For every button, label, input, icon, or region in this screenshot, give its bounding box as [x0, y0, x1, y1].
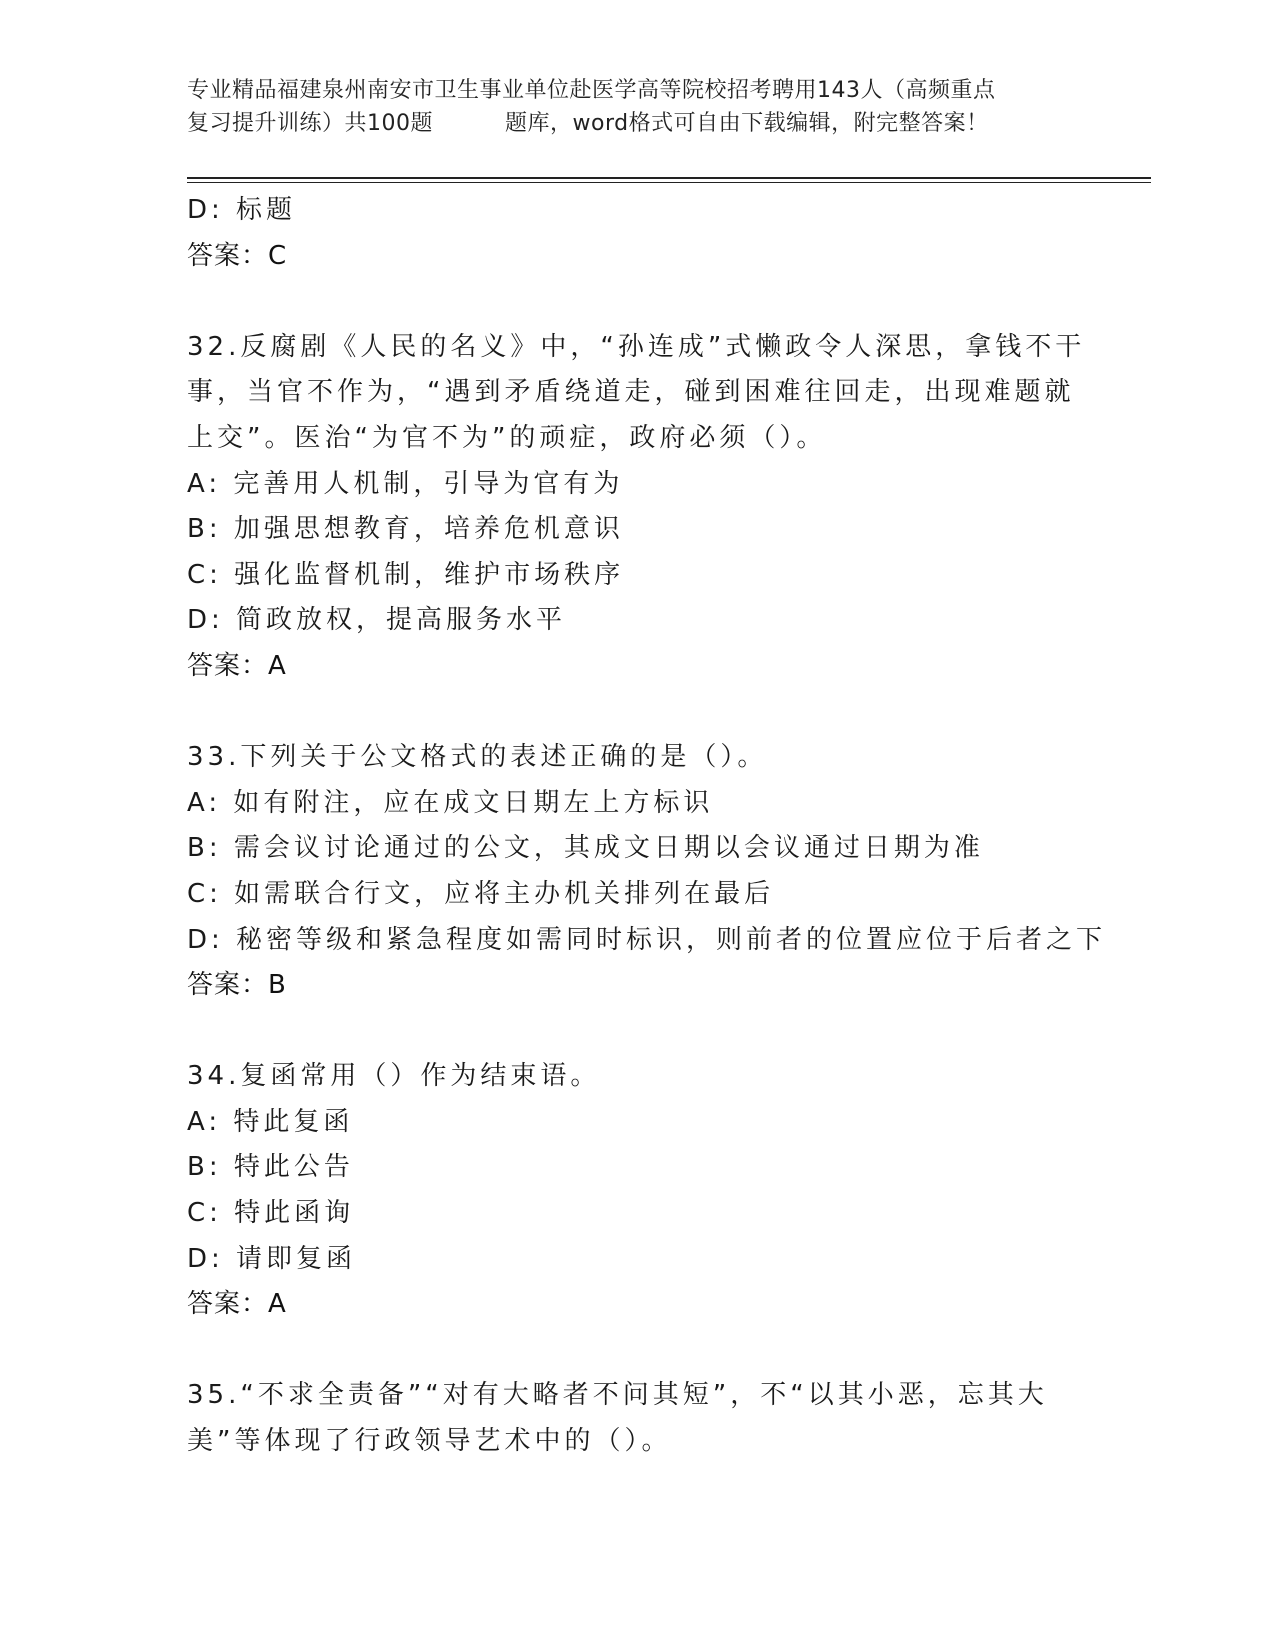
question-stem-line: 事，当官不作为，“遇到矛盾绕道走，碰到困难往回走，出现难题就	[187, 377, 1075, 408]
option-d: D: 请即复函	[187, 1243, 357, 1274]
header-line-1: 专业精品福建泉州南安市卫生事业单位赴医学高等院校招考聘用143人（高频重点	[187, 78, 996, 103]
answer: 答案：B	[187, 970, 287, 1001]
option-c: C: 如需联合行文，应将主办机关排列在最后	[187, 878, 775, 909]
option-a: A: 如有附注，应在成文日期左上方标识	[187, 787, 714, 818]
spacer	[187, 690, 1087, 736]
page-header	[187, 74, 1087, 140]
option-a: A: 完善用人机制，引导为官有为	[187, 468, 624, 499]
question-34	[187, 1054, 1087, 1328]
header-line-2-right: 题库，word格式可自由下载编辑，附完整答案！	[505, 111, 989, 136]
option-d: D: 秘密等级和紧急程度如需同时标识，则前者的位置应位于后者之下	[187, 924, 1107, 955]
header-line-2-left: 复习提升训练）共100题	[187, 111, 433, 136]
answer: 答案：A	[187, 1289, 287, 1320]
question-content	[187, 188, 1107, 1465]
prev-answer: 答案：C	[187, 240, 288, 271]
option-d: D: 简政放权，提高服务水平	[187, 605, 567, 636]
question-32	[187, 325, 1087, 690]
option-a: A: 特此复函	[187, 1106, 354, 1137]
option-b: B: 特此公告	[187, 1152, 354, 1183]
option-b: B: 加强思想教育，培养危机意识	[187, 514, 624, 545]
option-c: C: 强化监督机制，维护市场秩序	[187, 559, 625, 590]
spacer	[187, 1328, 1087, 1374]
option-c: C: 特此函询	[187, 1198, 355, 1229]
answer: 答案：A	[187, 650, 287, 681]
header-rule-thin	[187, 182, 1151, 183]
question-stem-line: 美”等体现了行政领导艺术中的（）。	[187, 1426, 672, 1457]
spacer	[187, 279, 1087, 325]
question-stem-line: 34.复函常用（）作为结束语。	[187, 1061, 601, 1092]
spacer	[187, 1009, 1087, 1055]
option-b: B: 需会议讨论通过的公文，其成文日期以会议通过日期为准	[187, 833, 984, 864]
header-line-2	[187, 107, 1087, 140]
question-stem-line: 32.反腐剧《人民的名义》中，“孙连成”式懒政令人深思，拿钱不干	[187, 331, 1086, 362]
prev-option-d: D: 标题	[187, 195, 297, 225]
header-rule-thick	[187, 177, 1151, 179]
question-35	[187, 1373, 1087, 1464]
question-stem-line: 33.下列关于公文格式的表述正确的是（）。	[187, 742, 768, 773]
question-stem-line: 35.“不求全责备”“对有大略者不问其短”，不“以其小恶，忘其大	[187, 1380, 1048, 1411]
question-33	[187, 735, 1107, 1009]
question-stem-line: 上交”。医治“为官不为”的顽症，政府必须（）。	[187, 422, 827, 453]
